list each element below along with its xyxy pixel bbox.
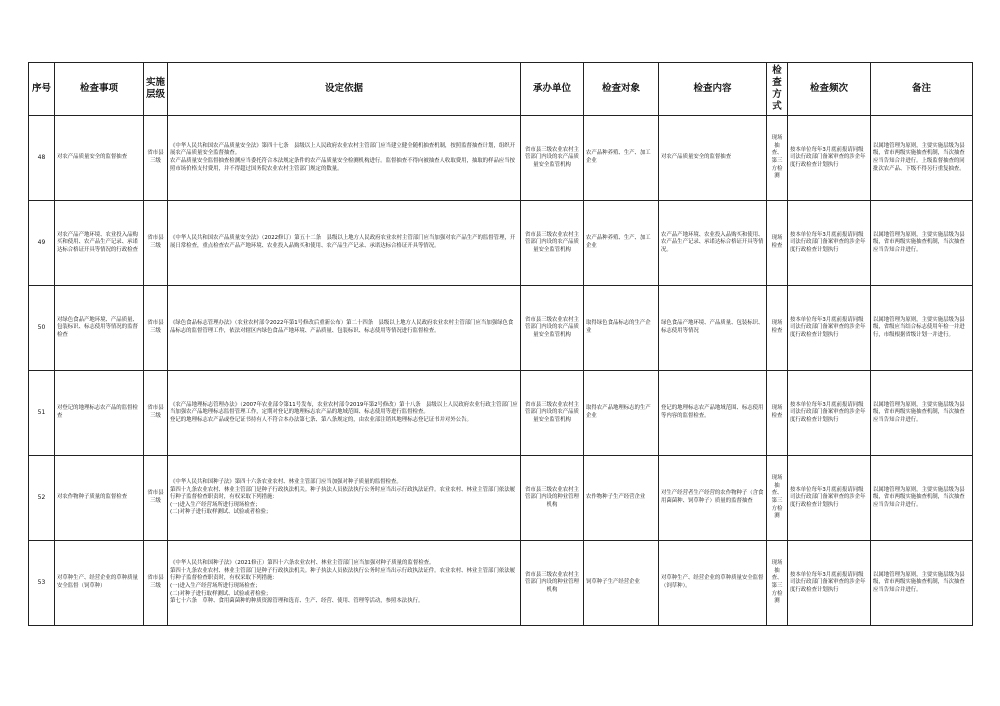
header-method: 检查方式: [767, 63, 788, 116]
cell-remark: 以属地管理为原则，主要实施层级为县级，省市两级实施抽查机制，当次抽查应当告知合并进行。: [871, 371, 973, 456]
cell-method: 现场抽查、第三方检测: [767, 116, 788, 201]
cell-level: 省市县三级: [144, 541, 168, 626]
cell-unit: 省市县三级农业农村主管部门内设的种业管理机构: [521, 541, 584, 626]
cell-basis: 《中华人民共和国种子法》第四十六条农业农村、林业主管部门应当加强对种子质量的监督检查。 第四十九条农业农村、林业主管部门是种子行政执法机关。种子执法人员依法执行公务时应当出示行政执法证件。农业农村、林业主管部门依法履行种子监督检查职责时，有权采取下列措施： (一)进入生产经营场所进行现场检查； (二)对种子进行取样测试、试验或者检验；: [168, 456, 521, 541]
cell-object: 农作物种子生产经营企业: [584, 456, 659, 541]
cell-basis: 《绿色食品标志管理办法》（农业农村部令2022年第1号修改后重新公布）第二十四条 县级以上地方人民政府农业农村主管部门应当加强绿色食品标志的监督管理工作，依法对辖区内绿色食品产地环境、产品质量、包装标识、标志使用等情况进行监督检查。: [168, 286, 521, 371]
cell-level: 省市县三级: [144, 371, 168, 456]
cell-unit: 省市县三级农业农村主管部门内设的种业管理机构: [521, 456, 584, 541]
header-unit: 承办单位: [521, 63, 584, 116]
cell-basis: 《中华人民共和国农产品质量安全法》第四十七条 县级以上人民政府农业农村主管部门应当建立健全随机抽查机制，按照监督抽查计划，组织开展农产品质量安全监督抽查。 农产品质量安全监督抽查检测应当委托符合本法规定条件的农产品质量安全检测机构进行。监督抽查不得向被抽查人收取费用，抽取的样品应当按照市场价格支付费用，并不得超过国务院农业农村主管部门规定的数量。: [168, 116, 521, 201]
header-basis: 设定依据: [168, 63, 521, 116]
cell-remark: 以属地管理为原则，主要实施层级为县级，省市两级实施抽查机制，当次抽查应当告知合并进行。: [871, 456, 973, 541]
cell-frequency: 按本单位每年3月底前报请同级司法行政部门备案审查的涉企年度行政检查计划执行: [788, 541, 871, 626]
cell-no: 48: [29, 116, 55, 201]
cell-level: 省市县三级: [144, 201, 168, 286]
header-no: 序号: [29, 63, 55, 116]
cell-object: 农产品种养殖、生产、加工企业: [584, 116, 659, 201]
cell-no: 52: [29, 456, 55, 541]
cell-frequency: 按本单位每年3月底前报请同级司法行政部门备案审查的涉企年度行政检查计划执行: [788, 371, 871, 456]
cell-content: 农产品产地环境、农业投入品购买和使用、农产品生产记录、承诺达标合格证开具等情况。: [659, 201, 767, 286]
cell-unit: 省市县三级农业农村主管部门内设的农产品质量安全监管机构: [521, 286, 584, 371]
cell-frequency: 按本单位每年3月底前报请同级司法行政部门备案审查的涉企年度行政检查计划执行: [788, 456, 871, 541]
cell-no: 50: [29, 286, 55, 371]
cell-no: 53: [29, 541, 55, 626]
cell-content: 对生产经营者生产经营的农作物种子（含食用菌菌种、饲草种子）质量的监督抽查: [659, 456, 767, 541]
cell-item: 对草种生产、经营企业的草种质量安全监督（饲草种）: [55, 541, 144, 626]
cell-no: 49: [29, 201, 55, 286]
cell-object: 取得农产品地理标志的生产企业: [584, 371, 659, 456]
header-frequency: 检查频次: [788, 63, 871, 116]
cell-remark: 以属地管理为原则，主要实施层级为县级，省级应当结合标志使用年检一并进行，市级根据省级计划一并进行。: [871, 286, 973, 371]
cell-unit: 省市县三级农业农村主管部门内设的农产品质量安全监管机构: [521, 371, 584, 456]
cell-method: 现场检查: [767, 286, 788, 371]
cell-content: 对农产品质量安全的监督抽查: [659, 116, 767, 201]
header-content: 检查内容: [659, 63, 767, 116]
cell-method: 现场抽查、第三方检测: [767, 541, 788, 626]
cell-level: 省市县三级: [144, 116, 168, 201]
cell-method: 现场检查: [767, 201, 788, 286]
cell-item: 对农产品质量安全的监督抽查: [55, 116, 144, 201]
header-object: 检查对象: [584, 63, 659, 116]
table-body: [29, 116, 973, 626]
header-row: [29, 63, 973, 116]
cell-method: 现场检查: [767, 371, 788, 456]
table-row: [29, 371, 973, 456]
cell-object: 饲草种子生产经营企业: [584, 541, 659, 626]
cell-item: 对农作物种子质量的监督检查: [55, 456, 144, 541]
cell-no: 51: [29, 371, 55, 456]
cell-frequency: 按本单位每年3月底前报请同级司法行政部门备案审查的涉企年度行政检查计划执行: [788, 286, 871, 371]
cell-remark: 以属地管理为原则，主要实施层级为县级，省市两级实施抽查机制，当次抽查应当告知合并进行。: [871, 541, 973, 626]
table-row: [29, 456, 973, 541]
table-row: [29, 286, 973, 371]
header-level: 实施层级: [144, 63, 168, 116]
cell-content: 绿色食品产地环境、产品质量、包装标识、标志使用等情况: [659, 286, 767, 371]
cell-level: 省市县三级: [144, 286, 168, 371]
cell-content: 登记的地理标志农产品地域范围、标志使用等内容的监督检查。: [659, 371, 767, 456]
cell-frequency: 按本单位每年3月底前报请同级司法行政部门备案审查的涉企年度行政检查计划执行: [788, 116, 871, 201]
cell-item: 对农产品产地环境、农业投入品购买和使用、农产品生产记录、承诺达标合格证开具等情况的行政检查: [55, 201, 144, 286]
cell-basis: 《农产品地理标志管理办法》（2007年农业部令第11号发布，农业农村部令2019年第2号修改）第十八条 县级以上人民政府农业行政主管部门应当加强农产品地理标志监督管理工作，定期对登记的地理标志农产品的地域范围、标志使用等进行监督检查。 登记的地理标志农产品或登记证书持有人不符合本办法第七条、第八条规定的，由农业部注销其地理标志登记证书并对外公告。: [168, 371, 521, 456]
inspection-table: [28, 62, 973, 626]
cell-content: 对草种生产、经营企业的草种质量安全监督（饲草种）。: [659, 541, 767, 626]
cell-object: 农产品种养殖、生产、加工企业: [584, 201, 659, 286]
header-item: 检查事项: [55, 63, 144, 116]
cell-unit: 省市县三级农业农村主管部门内设的农产品质量安全监管机构: [521, 116, 584, 201]
cell-basis: 《中华人民共和国农产品质量安全法》（2022修订）第五十二条 县级以上地方人民政府农业农村主管部门应当加强对农产品生产的监督管理，开展日常检查，重点检查农产品产地环境、农业投入品购买和使用、农产品生产记录、承诺达标合格证开具等情况。: [168, 201, 521, 286]
table-row: [29, 116, 973, 201]
cell-basis: 《中华人民共和国种子法》（2021修正）第四十六条农业农村、林业主管部门应当加强对种子质量的监督检查。 第四十九条农业农村、林业主管部门是种子行政执法机关。种子执法人员依法执行公务时应当出示行政执法证件。农业农村、林业主管部门依法履行种子监督检查职责时，有权采取下列措施： (一)进入生产经营场所进行现场检查； (二)对种子进行取样测试、试验或者检验； 第七十六条 草种、食用菌菌种的种质资源管理和选育、生产、经营、使用、管理等活动，参照本法执行。: [168, 541, 521, 626]
cell-frequency: 按本单位每年3月底前报请同级司法行政部门备案审查的涉企年度行政检查计划执行: [788, 201, 871, 286]
cell-unit: 省市县三级农业农村主管部门内设的农产品质量安全监管机构: [521, 201, 584, 286]
cell-level: 省市县三级: [144, 456, 168, 541]
cell-method: 现场抽查、第三方检测: [767, 456, 788, 541]
cell-object: 取得绿色食品标志的生产企业: [584, 286, 659, 371]
header-remark: 备注: [871, 63, 973, 116]
cell-remark: 以属地管理为原则，主要实施层级为县级，省市两级实施抽查机制，当次抽查应当告知合并进行。上级监督抽查的同批次农产品、下级不得另行重复抽查。: [871, 116, 973, 201]
cell-remark: 以属地管理为原则，主要实施层级为县级，省市两级实施抽查机制，当次抽查应当告知合并进行。: [871, 201, 973, 286]
table-row: [29, 541, 973, 626]
table-header: [29, 63, 973, 116]
cell-item: 对登记的地理标志农产品的监督检查: [55, 371, 144, 456]
table-row: [29, 201, 973, 286]
cell-item: 对绿色食品产地环境、产品质量、包装标识、标志使用等情况的监督检查: [55, 286, 144, 371]
